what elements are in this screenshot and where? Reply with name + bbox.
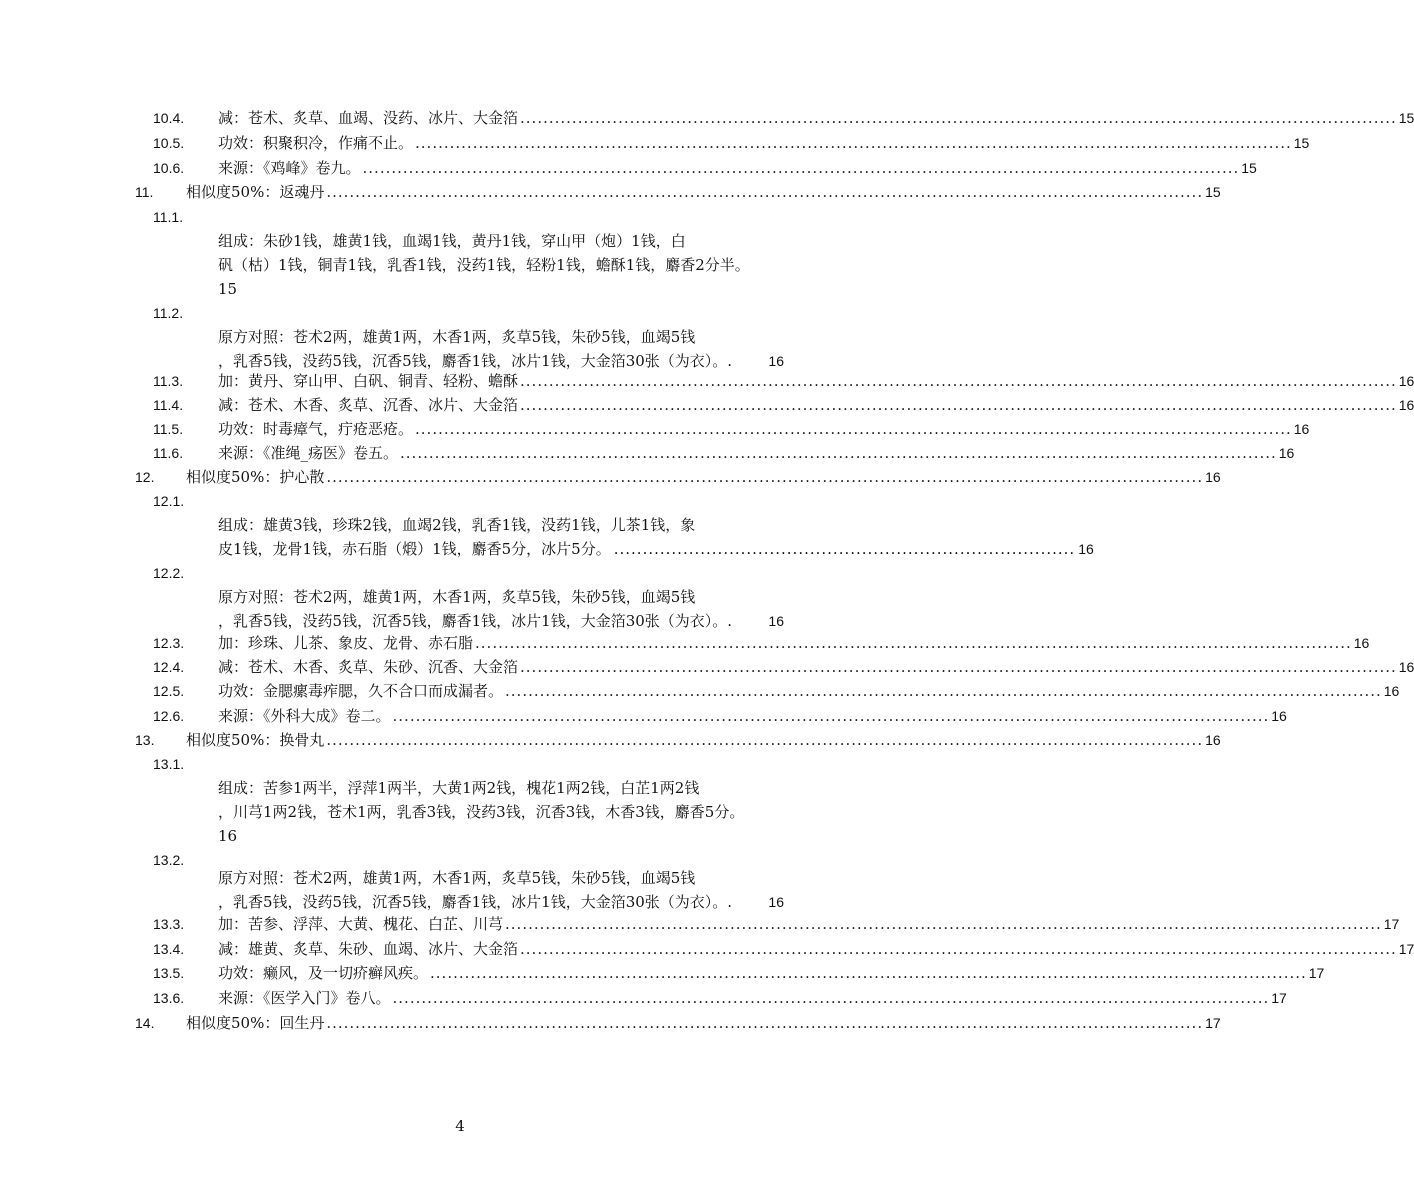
toc-page: 16 <box>768 613 784 629</box>
toc-page: 16 <box>1353 635 1370 651</box>
toc-page: 16 <box>768 353 784 369</box>
toc-text: 来源：《鸡峰》卷九。 <box>218 159 361 177</box>
toc-number: 12. <box>135 469 155 485</box>
toc-number: 11.2. <box>153 305 184 321</box>
leader-dots <box>400 441 1277 465</box>
toc-page: 16 <box>1278 445 1295 461</box>
toc-entry-11-5[interactable] <box>0 417 1310 441</box>
toc-number: 12.4. <box>153 659 185 675</box>
toc-page: 16 <box>1398 659 1414 675</box>
toc-number: 13.4. <box>153 941 185 957</box>
toc-number: 11.5. <box>153 421 184 437</box>
toc-entry-12-4[interactable] <box>0 655 1414 679</box>
toc-text-line: ，乳香5钱，没药5钱，沉香5钱，麝香1钱，冰片1钱，大金箔30张（为衣）。. <box>218 893 733 911</box>
toc-page: 16 <box>1383 683 1400 699</box>
toc-entry-11-3[interactable] <box>0 369 1414 393</box>
leader-dots <box>430 961 1307 985</box>
toc-number: 13.1. <box>153 756 185 772</box>
toc-text-line: 组成：雄黄3钱，珍珠2钱，血竭2钱，乳香1钱，没药1钱，儿茶1钱，象 <box>218 516 696 534</box>
toc-page: 15 <box>218 280 238 298</box>
toc-entry-13-6[interactable] <box>0 986 1287 1010</box>
toc-entry-11-1[interactable] <box>0 205 920 229</box>
toc-text-line: 原方对照：苍术2两，雄黄1两，木香1两，炙草5钱，朱砂5钱，血竭5钱 <box>218 588 696 606</box>
toc-number: 10.6. <box>153 160 185 176</box>
leader-dots <box>326 1011 1203 1035</box>
toc-number: 10.4. <box>153 110 185 126</box>
toc-text-line: 组成：苦参1两半，浮萍1两半，大黄1两2钱，槐花1两2钱，白芷1两2钱 <box>218 779 700 797</box>
toc-number: 12.2. <box>153 565 185 581</box>
page-number: 4 <box>455 1117 465 1135</box>
toc-number: 11.6. <box>153 445 184 461</box>
toc-entry-11-1-text <box>218 229 772 277</box>
toc-entry-14[interactable] <box>0 1011 1221 1035</box>
leader-dots <box>326 465 1203 489</box>
leader-dots <box>520 937 1397 961</box>
leader-dots <box>415 417 1292 441</box>
toc-number: 13.6. <box>153 990 185 1006</box>
toc-text-line: 原方对照：苍术2两，雄黄1两，木香1两，炙草5钱，朱砂5钱，血竭5钱 <box>218 869 696 887</box>
toc-page: 16 <box>1078 541 1094 557</box>
toc-entry-12[interactable] <box>0 465 1221 489</box>
toc-page: 17 <box>1398 941 1414 957</box>
leader-dots <box>415 131 1292 155</box>
toc-entry-11-4[interactable] <box>0 393 1414 417</box>
toc-text: 相似度50%：护心散 <box>186 468 325 486</box>
toc-entry-11-2[interactable] <box>0 301 920 325</box>
toc-entry-10-5[interactable] <box>0 131 1310 155</box>
leader-dots <box>520 393 1397 417</box>
toc-entry-12-5[interactable] <box>0 679 1400 703</box>
toc-number: 13.5. <box>153 965 185 981</box>
toc-entry-13-1-text <box>218 776 772 824</box>
toc-entry-11-6[interactable] <box>0 441 1295 465</box>
toc-number: 14. <box>135 1015 155 1031</box>
toc-page: 15 <box>1241 160 1257 176</box>
toc-page: 15 <box>1205 184 1221 200</box>
toc-page: 16 <box>768 894 784 910</box>
toc-entry-12-1-text <box>218 513 1094 561</box>
leader-dots <box>393 704 1270 728</box>
toc-text: 加：珍珠、儿茶、象皮、龙骨、赤石脂 <box>218 634 474 652</box>
toc-page: 17 <box>1205 1015 1221 1031</box>
leader-dots: ................................................................................ <box>613 540 1076 558</box>
leader-dots <box>393 986 1270 1010</box>
leader-dots <box>520 106 1397 130</box>
toc-text-line: ，乳香5钱，没药5钱，沉香5钱，麝香1钱，冰片1钱，大金箔30张（为衣）。. <box>218 612 733 630</box>
leader-dots <box>475 631 1352 655</box>
toc-text: 功效：金腮瘰毒痄腮，久不合口而成漏者。 <box>218 682 504 700</box>
toc-page: 16 <box>1271 708 1287 724</box>
toc-text: 相似度50%：回生丹 <box>186 1014 325 1032</box>
toc-entry-12-3[interactable] <box>0 631 1370 655</box>
toc-text: 相似度50%：换骨丸 <box>186 731 325 749</box>
toc-number: 11.4. <box>153 397 184 413</box>
toc-entry-10-6[interactable] <box>0 156 1257 180</box>
leader-dots <box>520 655 1397 679</box>
toc-text: 减：苍术、木香、炙草、沉香、冰片、大金箔 <box>218 396 519 414</box>
leader-dots <box>326 728 1203 752</box>
toc-entry-11-2-text <box>218 325 784 373</box>
toc-entry-13-5[interactable] <box>0 961 1325 985</box>
toc-number: 11.3. <box>153 373 184 389</box>
toc-entry-12-2-text <box>218 585 784 633</box>
toc-entry-12-2[interactable] <box>0 561 920 585</box>
toc-text-line: 原方对照：苍术2两，雄黄1两，木香1两，炙草5钱，朱砂5钱，血竭5钱 <box>218 328 696 346</box>
toc-text-line: 皮1钱，龙骨1钱，赤石脂（煅）1钱，麝香5分，冰片5分。 <box>218 540 611 558</box>
toc-text: 减：雄黄、炙草、朱砂、血竭、冰片、大金箔 <box>218 940 519 958</box>
toc-entry-13-4[interactable] <box>0 937 1414 961</box>
leader-dots <box>363 156 1240 180</box>
toc-text: 加：苦参、浮萍、大黄、槐花、白芷、川芎 <box>218 915 504 933</box>
toc-text-line: ，乳香5钱，没药5钱，沉香5钱，麝香1钱，冰片1钱，大金箔30张（为衣）。. <box>218 352 733 370</box>
toc-text: 功效：时毒瘴气，疔疮恶疮。 <box>218 420 414 438</box>
toc-number: 12.3. <box>153 635 185 651</box>
toc-entry-12-6[interactable] <box>0 704 1287 728</box>
toc-text: 来源：《准绳_疡医》卷五。 <box>218 444 399 462</box>
leader-dots <box>326 180 1203 204</box>
toc-entry-10-4[interactable] <box>0 106 1414 130</box>
toc-text: 相似度50%：返魂丹 <box>186 183 325 201</box>
toc-text-line: 矾（枯）1钱，铜青1钱，乳香1钱，没药1钱，轻粉1钱，蟾酥1钱，麝香2分半。 <box>218 256 750 274</box>
toc-text: 减：苍术、炙草、血竭、没药、冰片、大金箔 <box>218 109 519 127</box>
toc-page: 15 <box>1398 110 1414 126</box>
toc-number: 11.1. <box>153 209 184 225</box>
toc-text-line: 组成：朱砂1钱，雄黄1钱，血竭1钱，黄丹1钱，穿山甲（炮）1钱，白 <box>218 232 686 250</box>
toc-page: 16 <box>1205 469 1221 485</box>
toc-entry-13-2-text <box>218 866 784 914</box>
toc-number: 10.5. <box>153 135 185 151</box>
toc-page: 16 <box>1205 732 1221 748</box>
toc-number: 13.2. <box>153 852 185 868</box>
toc-page: 16 <box>1398 373 1414 389</box>
toc-text: 加：黄丹、穿山甲、白矾、铜青、轻粉、蟾酥 <box>218 372 519 390</box>
toc-text: 来源：《医学入门》卷八。 <box>218 989 391 1007</box>
toc-page: 16 <box>1398 397 1414 413</box>
toc-page: 15 <box>1293 135 1310 151</box>
toc-text: 功效：癞风，及一切疥癣风疾。 <box>218 964 429 982</box>
toc-page: 17 <box>1383 916 1400 932</box>
toc-entry-13-3[interactable] <box>0 912 1400 936</box>
toc-number: 12.1. <box>153 493 185 509</box>
toc-text-line: ，川芎1两2钱，苍术1两，乳香3钱，没药3钱，沉香3钱，木香3钱，麝香5分。 <box>218 803 745 821</box>
toc-entry-13[interactable] <box>0 728 1221 752</box>
leader-dots <box>520 369 1397 393</box>
toc-number: 11. <box>135 184 154 200</box>
toc-text: 减：苍术、木香、炙草、朱砂、沉香、大金箔 <box>218 658 519 676</box>
toc-page: 17 <box>1308 965 1325 981</box>
toc-entry-13-1[interactable] <box>0 752 920 776</box>
toc-number: 12.6. <box>153 708 185 724</box>
toc-page: 17 <box>1271 990 1287 1006</box>
toc-text: 来源：《外科大成》卷二。 <box>218 707 391 725</box>
toc-number: 12.5. <box>153 683 185 699</box>
toc-entry-12-1[interactable] <box>0 489 920 513</box>
leader-dots <box>505 912 1382 936</box>
toc-number: 13. <box>135 732 155 748</box>
toc-entry-11[interactable] <box>0 180 1221 204</box>
toc-page: 16 <box>218 827 238 845</box>
leader-dots <box>505 679 1382 703</box>
toc-number: 13.3. <box>153 916 185 932</box>
toc-page: 16 <box>1293 421 1310 437</box>
toc-text: 功效：积聚积冷，作痛不止。 <box>218 134 414 152</box>
